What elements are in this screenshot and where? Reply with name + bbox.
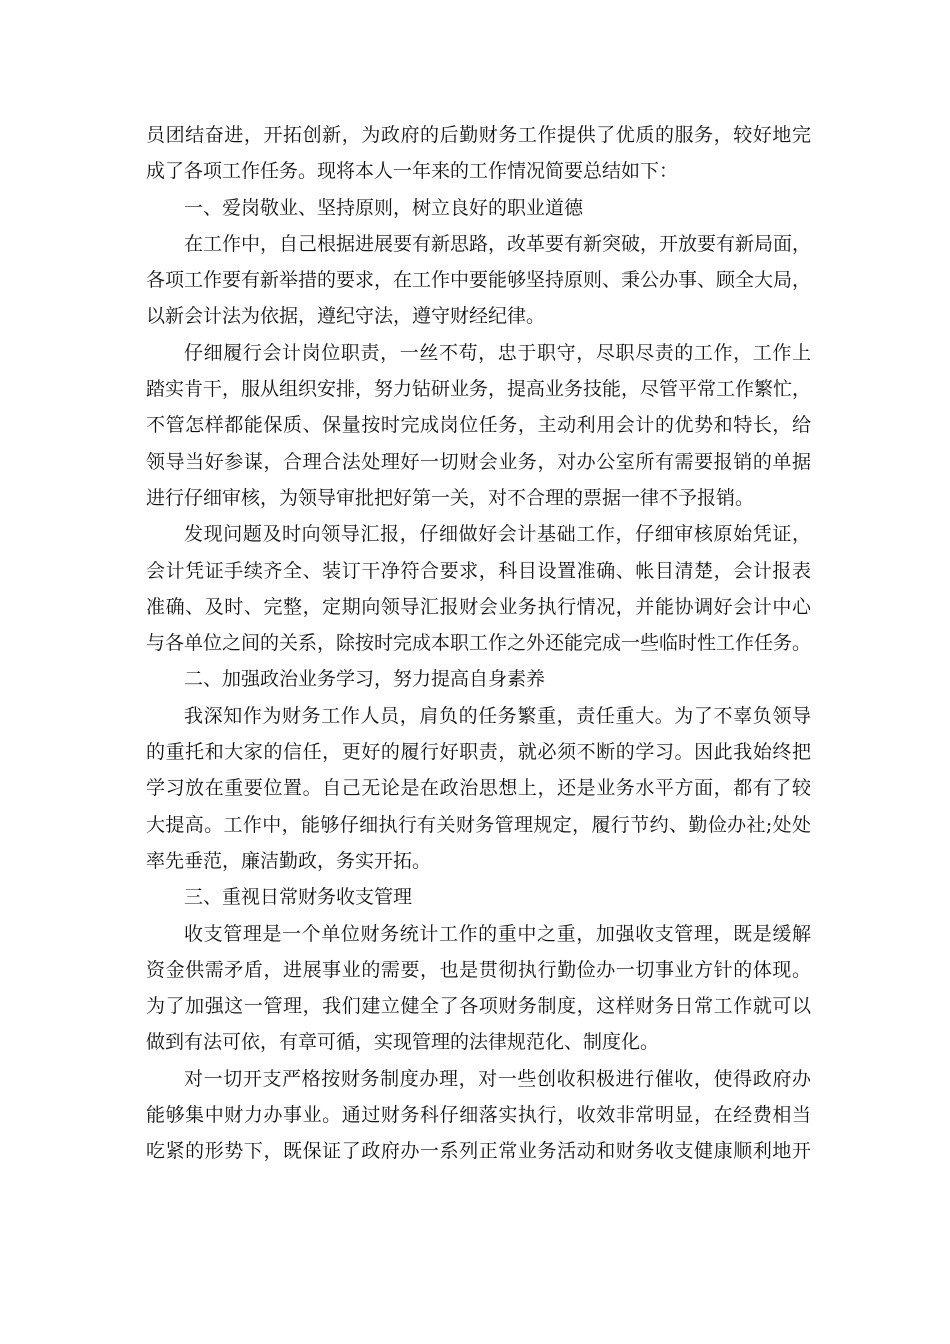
paragraph-line: 员团结奋进，开拓创新，为政府的后勤财务工作提供了优质的服务，较好地完 [146, 124, 811, 146]
paragraph-line: 以新会计法为依据，遵纪守法，遵守财经纪律。 [146, 305, 546, 328]
paragraph-line: 与各单位之间的关系，除按时完成本职工作之外还能完成一些临时性工作任务。 [146, 632, 812, 655]
paragraph-line: 的重托和大家的信任，更好的履行好职责，就必须不断的学习。因此我始终把 [146, 741, 811, 764]
paragraph-line: 对一切开支严格按财务制度办理，对一些创收积极进行催收，使得政府办 [184, 1067, 811, 1090]
paragraph-line: 发现问题及时向领导汇报，仔细做好会计基础工作，仔细审核原始凭证， [184, 523, 811, 546]
paragraph-line: 领导当好参谋，合理合法处理好一切财会业务，对办公室所有需要报销的单据 [146, 450, 811, 473]
paragraph-line: 各项工作要有新举措的要求，在工作中要能够坚持原则、秉公办事、顾全大局， [146, 269, 812, 292]
paragraph-line: 在工作中，自己根据进展要有新思路，改革要有新突破，开放要有新局面， [184, 232, 812, 255]
paragraph-line: 准确、及时、完整，定期向领导汇报财会业务执行情况，并能协调好会计中心 [146, 595, 811, 618]
document-body [146, 117, 811, 1170]
paragraph-line: 学习放在重要位置。自己无论是在政治思想上，还是业务水平方面，都有了较 [146, 777, 811, 800]
paragraph-line: 成了各项工作任务。现将本人一年来的工作情况简要总结如下： [146, 160, 679, 183]
paragraph-line: 为了加强这一管理，我们建立健全了各项财务制度，这样财务日常工作就可以 [146, 995, 811, 1018]
paragraph-line: 踏实肯干，服从组织安排，努力钻研业务，提高业务技能，尽管平常工作繁忙， [146, 378, 812, 401]
paragraph-line: 能够集中财力办事业。通过财务科仔细落实执行，收效非常明显，在经费相当 [146, 1104, 811, 1127]
paragraph-line: 率先垂范，廉洁勤政，务实开拓。 [146, 849, 432, 872]
paragraph-line: 做到有法可依，有章可循，实现管理的法律规范化、制度化。 [146, 1031, 660, 1054]
paragraph-line: 大提高。工作中，能够仔细执行有关财务管理规定，履行节约、勤俭办社;处处 [146, 813, 811, 836]
paragraph-line: 收支管理是一个单位财务统计工作的重中之重，加强收支管理，既是缓解 [184, 922, 811, 945]
paragraph-line: 会计凭证手续齐全、装订干净符合要求，科目设置准确、帐目清楚，会计报表 [146, 559, 811, 582]
section-heading: 二、加强政治业务学习，努力提高自身素养 [184, 668, 546, 691]
paragraph-line: 进行仔细审核，为领导审批把好第一关，对不合理的票据一律不予报销。 [146, 486, 755, 509]
section-heading: 三、重视日常财务收支管理 [184, 886, 413, 909]
paragraph-line: 仔细履行会计岗位职责，一丝不苟，忠于职守，尽职尽责的工作，工作上 [184, 341, 811, 364]
section-heading: 一、爱岗敬业、坚持原则，树立良好的职业道德 [184, 196, 584, 219]
paragraph-line: 我深知作为财务工作人员，肩负的任务繁重，责任重大。为了不辜负领导 [184, 704, 811, 727]
paragraph-line: 不管怎样都能保质、保量按时完成岗位任务，主动利用会计的优势和特长，给 [146, 414, 811, 437]
paragraph-line: 资金供需矛盾，进展事业的需要，也是贯彻执行勤俭办一切事业方针的体现。 [146, 958, 811, 981]
paragraph-line: 吃紧的形势下，既保证了政府办一系列正常业务活动和财务收支健康顺利地开 [146, 1140, 811, 1163]
